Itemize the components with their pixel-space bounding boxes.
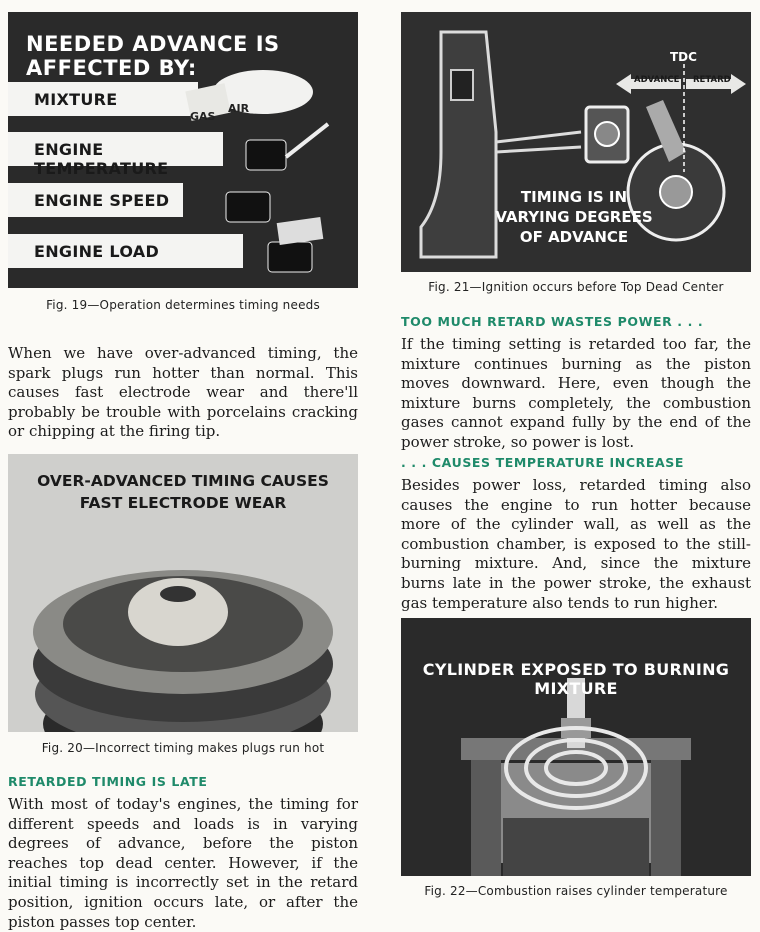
paragraph-retarded-timing: With most of today's engines, the timing for different speeds and loads is in varying degrees of advance, before the piston reaches top dead center. However, if the initial timing is incorrectly set in the retard position, ignition occurs late, or after the piston passes top center. — [8, 795, 358, 931]
fig21-illustration — [401, 12, 751, 272]
gas-label: GAS — [190, 110, 216, 123]
fig22-illustration — [401, 618, 751, 876]
fig20-title-line2: FAST ELECTRODE WEAR — [79, 494, 287, 512]
paragraph-over-advanced: When we have over-advanced timing, the spark plugs run hotter than normal. This causes fast electrode wear and there'll probably be trouble with porcelains cracking or chipping at the firing tip. — [8, 344, 358, 441]
fig22-title: CYLINDER EXPOSED TO BURNING MIXTURE — [422, 660, 730, 698]
fig21-text-line2: VARYING DEGREES — [495, 208, 653, 226]
heading-retarded-timing: RETARDED TIMING IS LATE — [8, 774, 208, 789]
fig21-advance-label: ADVANCE — [634, 75, 680, 85]
fig21-retard-label: RETARD — [693, 75, 731, 85]
fig19-item-mixture: MIXTURE — [8, 82, 198, 116]
fig19-cartoon-engines — [168, 62, 358, 288]
fig19-title: NEEDED ADVANCE IS AFFECTED BY: — [26, 32, 280, 80]
fig19-item-engine-load: ENGINE LOAD — [8, 234, 243, 268]
air-label: AIR — [228, 102, 250, 115]
fig20-title-line1: OVER-ADVANCED TIMING CAUSES — [37, 472, 329, 490]
fig19-caption: Fig. 19—Operation determines timing needs — [46, 298, 320, 312]
fig19-item-engine-temperature: ENGINE TEMPERATURE — [8, 132, 223, 166]
fig19-illustration — [8, 12, 358, 288]
fig20-photo — [8, 454, 358, 732]
fig19-item-engine-speed: ENGINE SPEED — [8, 183, 183, 217]
fig20-caption: Fig. 20—Incorrect timing makes plugs run hot — [41, 741, 325, 755]
fig21-text-line3: OF ADVANCE — [519, 228, 629, 246]
paragraph-temperature-increase: Besides power loss, retarded timing also causes the engine to run hotter because more of the cylinder wall, as well as the combustion chamber, is exposed to the still-burning mixture. And, since the mixture burns late in the power stroke, the exhaust gas temperature also tends to run higher. — [401, 476, 751, 612]
heading-temperature-increase: . . . CAUSES TEMPERATURE INCREASE — [401, 455, 685, 470]
fig22-caption: Fig. 22—Combustion raises cylinder temperature — [424, 884, 728, 898]
fig22-cylinder-diagram — [401, 618, 751, 876]
fig21-tdc-label: TDC — [670, 50, 697, 64]
heading-too-much-retard: TOO MUCH RETARD WASTES POWER . . . — [401, 314, 704, 329]
spark-plug-electrode-image — [8, 524, 358, 732]
paragraph-too-much-retard: If the timing setting is retarded too far, the mixture continues burning as the piston moves downward. Here, even though the mixture burns completely, the combustion gases cannot expand fully by the end of the power stroke, so power is lost. — [401, 335, 751, 451]
fig21-caption: Fig. 21—Ignition occurs before Top Dead Center — [428, 280, 724, 294]
fig21-text-line1: TIMING IS IN — [520, 188, 628, 206]
